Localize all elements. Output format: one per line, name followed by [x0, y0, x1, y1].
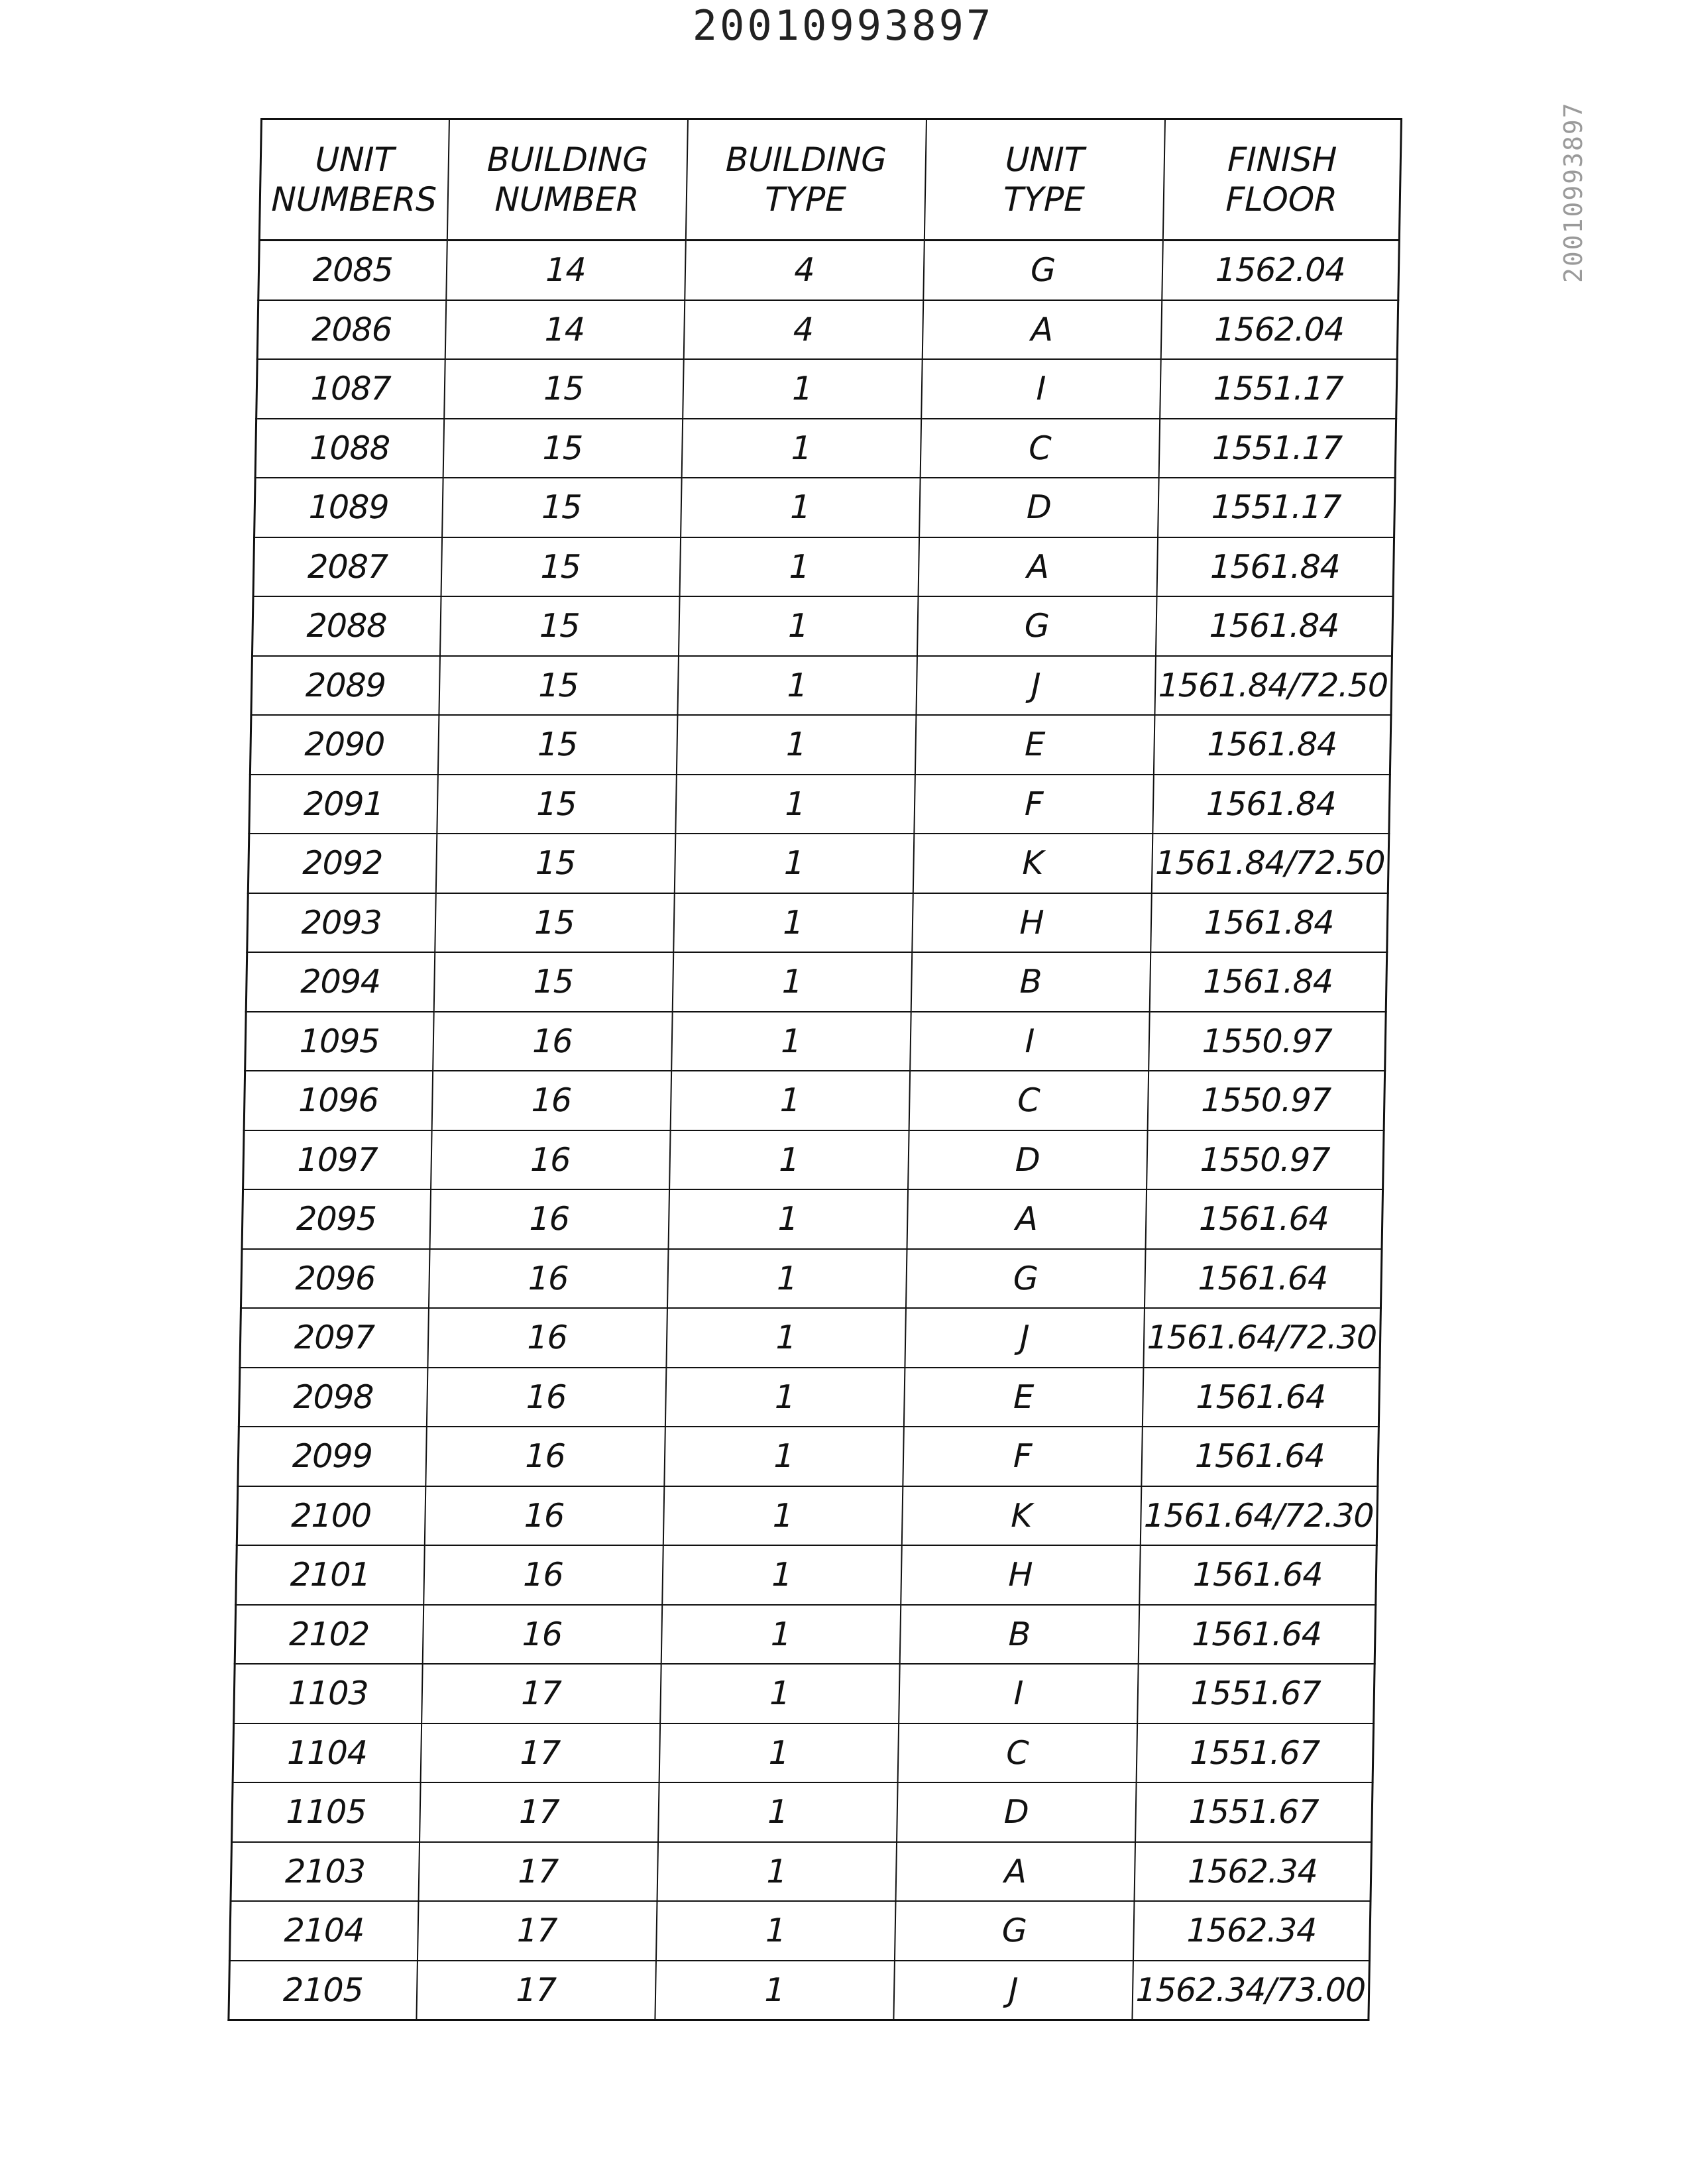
cell-building-number: 17 [416, 1961, 656, 2020]
cell-unit-type: D [908, 1130, 1148, 1190]
table-row [229, 1961, 1370, 2020]
table-row [231, 1842, 1372, 1902]
cell-building-type: 1 [683, 359, 923, 419]
table-row [248, 834, 1389, 893]
cell-unit-number: 1096 [244, 1071, 433, 1130]
header-line: FINISH [1227, 140, 1337, 179]
cell-building-type: 1 [664, 1427, 904, 1486]
cell-building-type: 1 [679, 537, 919, 597]
cell-finish-floor: 1561.64 [1144, 1249, 1382, 1309]
cell-building-type: 4 [685, 241, 925, 300]
cell-unit-type: C [920, 419, 1160, 478]
cell-unit-number: 2097 [240, 1308, 429, 1368]
table-row [253, 537, 1394, 597]
cell-building-type: 1 [667, 1249, 907, 1309]
cell-unit-type: J [916, 656, 1156, 716]
cell-finish-floor: 1561.84/72.50 [1151, 834, 1389, 893]
header-row [259, 119, 1401, 241]
cell-unit-type: C [909, 1071, 1149, 1130]
cell-building-number: 15 [444, 359, 684, 419]
table-row [238, 1427, 1379, 1486]
cell-unit-type: J [893, 1961, 1133, 2020]
cell-unit-type: G [923, 241, 1163, 300]
cell-finish-floor: 1561.64 [1145, 1189, 1383, 1249]
cell-finish-floor: 1561.64 [1141, 1427, 1379, 1486]
table-row [243, 1130, 1384, 1190]
cell-unit-number: 2089 [251, 656, 440, 716]
cell-building-number: 15 [433, 952, 673, 1012]
cell-building-number: 17 [422, 1664, 661, 1723]
cell-unit-number: 2102 [235, 1605, 423, 1665]
cell-building-type: 4 [683, 300, 923, 360]
cell-building-type: 1 [657, 1842, 897, 1902]
table-row [250, 715, 1391, 775]
cell-unit-number: 2095 [242, 1189, 431, 1249]
cell-unit-number: 2091 [249, 775, 438, 834]
table-header [259, 119, 1401, 241]
header-line: UNIT [315, 140, 395, 179]
cell-building-number: 15 [441, 537, 681, 597]
table-row [252, 596, 1393, 656]
header-unit-type [924, 119, 1164, 241]
header-line: NUMBERS [270, 180, 437, 219]
cell-unit-number: 2086 [257, 300, 446, 360]
cell-building-number: 14 [445, 300, 685, 360]
table-row [234, 1664, 1375, 1723]
cell-building-type: 1 [666, 1308, 906, 1368]
table-row [233, 1723, 1374, 1783]
cell-building-type: 1 [677, 656, 917, 716]
cell-building-number: 17 [418, 1842, 658, 1902]
cell-unit-type: I [921, 359, 1161, 419]
cell-building-number: 16 [424, 1486, 664, 1546]
cell-finish-floor: 1561.64 [1138, 1605, 1376, 1665]
cell-building-number: 16 [423, 1545, 663, 1605]
cell-finish-floor: 1551.67 [1136, 1723, 1374, 1783]
cell-unit-type: A [918, 537, 1158, 597]
table-row [244, 1071, 1385, 1130]
cell-unit-number: 2104 [229, 1901, 418, 1961]
cell-finish-floor: 1551.67 [1137, 1664, 1375, 1723]
header-line: FLOOR [1225, 180, 1338, 219]
cell-building-number: 15 [439, 656, 679, 716]
cell-building-type: 1 [676, 715, 916, 775]
cell-building-type: 1 [658, 1782, 898, 1842]
cell-unit-type: C [897, 1723, 1137, 1783]
cell-finish-floor: 1561.84 [1156, 537, 1394, 597]
cell-unit-number: 1105 [232, 1782, 421, 1842]
table-row [257, 300, 1398, 360]
table-row [246, 952, 1387, 1012]
cell-finish-floor: 1551.17 [1158, 419, 1396, 478]
cell-building-number: 17 [420, 1723, 660, 1783]
cell-finish-floor: 1551.17 [1160, 359, 1398, 419]
cell-unit-number: 1103 [234, 1664, 423, 1723]
cell-unit-number: 2099 [238, 1427, 427, 1486]
cell-unit-number: 2098 [239, 1368, 427, 1427]
cell-unit-type: K [913, 834, 1152, 893]
cell-building-number: 14 [446, 241, 686, 300]
cell-building-number: 17 [420, 1782, 659, 1842]
cell-unit-type: K [901, 1486, 1141, 1546]
cell-building-type: 1 [678, 596, 918, 656]
cell-unit-type: F [914, 775, 1154, 834]
cell-finish-floor: 1561.84 [1151, 893, 1388, 953]
cell-unit-type: G [894, 1901, 1134, 1961]
table-row [245, 1012, 1386, 1071]
header-building-number [447, 119, 687, 241]
cell-building-number: 16 [427, 1308, 667, 1368]
header-unit-numbers [259, 119, 449, 241]
table-row [232, 1782, 1373, 1842]
cell-unit-number: 1089 [254, 478, 443, 537]
table-row [242, 1189, 1383, 1249]
cell-building-number: 16 [429, 1189, 669, 1249]
cell-building-number: 15 [442, 478, 682, 537]
table-row [237, 1486, 1378, 1546]
unit-schedule-table [227, 118, 1402, 2021]
cell-building-type: 1 [681, 478, 921, 537]
table-row [256, 359, 1398, 419]
cell-finish-floor: 1561.64/72.30 [1140, 1486, 1378, 1546]
header-line: BUILDING [486, 140, 649, 179]
cell-unit-type: A [895, 1842, 1135, 1902]
cell-building-number: 16 [422, 1605, 662, 1665]
cell-finish-floor: 1561.64 [1142, 1368, 1380, 1427]
table-row [239, 1368, 1380, 1427]
table-row [258, 241, 1400, 300]
cell-unit-number: 2088 [252, 596, 441, 656]
cell-building-type: 1 [675, 775, 915, 834]
header-line: BUILDING [725, 140, 887, 179]
cell-unit-number: 2085 [258, 241, 447, 300]
table-body [229, 241, 1399, 2020]
cell-unit-type: I [910, 1012, 1150, 1071]
cell-building-number: 15 [437, 715, 677, 775]
cell-finish-floor: 1551.17 [1158, 478, 1396, 537]
document-number: 20010993897 [692, 1, 994, 50]
cell-finish-floor: 1562.34 [1133, 1901, 1371, 1961]
cell-unit-type: E [903, 1368, 1143, 1427]
table-row [229, 1901, 1371, 1961]
cell-finish-floor: 1561.64 [1139, 1545, 1377, 1605]
cell-building-type: 1 [655, 1901, 895, 1961]
cell-building-type: 1 [663, 1486, 903, 1546]
cell-finish-floor: 1551.67 [1135, 1782, 1373, 1842]
cell-finish-floor: 1561.84/72.50 [1154, 656, 1392, 716]
table-row [247, 893, 1388, 953]
unit-schedule-sheet [227, 118, 1400, 2021]
table-row [255, 419, 1396, 478]
table-row [235, 1605, 1376, 1665]
cell-unit-type: I [899, 1664, 1139, 1723]
cell-building-number: 16 [426, 1368, 666, 1427]
cell-finish-floor: 1562.04 [1160, 300, 1398, 360]
cell-unit-number: 2100 [237, 1486, 425, 1546]
cell-building-type: 1 [681, 419, 921, 478]
cell-finish-floor: 1561.84 [1153, 715, 1391, 775]
cell-unit-number: 2101 [236, 1545, 425, 1605]
cell-building-type: 1 [662, 1545, 902, 1605]
cell-unit-number: 1097 [243, 1130, 432, 1190]
cell-finish-floor: 1550.97 [1149, 1012, 1386, 1071]
cell-unit-number: 2092 [248, 834, 437, 893]
cell-building-type: 1 [672, 952, 912, 1012]
header-finish-floor [1162, 119, 1401, 241]
cell-building-type: 1 [669, 1130, 909, 1190]
cell-building-number: 16 [431, 1130, 671, 1190]
cell-building-type: 1 [661, 1605, 901, 1665]
cell-building-type: 1 [668, 1189, 908, 1249]
cell-finish-floor: 1561.84 [1152, 775, 1390, 834]
cell-unit-number: 1095 [245, 1012, 434, 1071]
cell-building-number: 15 [439, 596, 679, 656]
cell-unit-number: 2096 [241, 1249, 429, 1309]
table-row [251, 656, 1392, 716]
cell-finish-floor: 1562.34/73.00 [1132, 1961, 1370, 2020]
cell-finish-floor: 1550.97 [1147, 1071, 1385, 1130]
cell-building-number: 15 [435, 834, 675, 893]
header-line: UNIT [1005, 140, 1085, 179]
cell-finish-floor: 1561.84 [1149, 952, 1387, 1012]
cell-unit-type: J [905, 1308, 1145, 1368]
header-building-type [685, 119, 926, 241]
cell-building-type: 1 [674, 834, 914, 893]
cell-building-number: 16 [433, 1012, 673, 1071]
cell-unit-type: E [915, 715, 1154, 775]
cell-building-number: 16 [428, 1249, 668, 1309]
cell-unit-type: B [899, 1605, 1139, 1665]
table-row [240, 1308, 1381, 1368]
cell-building-number: 16 [425, 1427, 665, 1486]
cell-building-type: 1 [655, 1961, 895, 2020]
cell-unit-type: G [905, 1249, 1145, 1309]
cell-building-type: 1 [670, 1071, 910, 1130]
header-line: TYPE [764, 180, 847, 219]
cell-unit-number: 1088 [255, 419, 444, 478]
cell-building-number: 15 [437, 775, 677, 834]
cell-unit-type: H [901, 1545, 1141, 1605]
cell-finish-floor: 1562.04 [1162, 241, 1400, 300]
cell-building-number: 17 [417, 1901, 657, 1961]
cell-unit-number: 2090 [250, 715, 439, 775]
cell-unit-number: 2105 [229, 1961, 418, 2020]
cell-building-type: 1 [659, 1723, 899, 1783]
cell-unit-type: A [907, 1189, 1147, 1249]
cell-building-number: 16 [431, 1071, 671, 1130]
header-line: NUMBER [494, 180, 640, 219]
cell-unit-type: D [919, 478, 1159, 537]
cell-building-number: 15 [443, 419, 683, 478]
cell-building-type: 1 [671, 1012, 911, 1071]
cell-building-type: 1 [673, 893, 913, 953]
table-row [241, 1249, 1382, 1309]
header-line: TYPE [1003, 180, 1086, 219]
cell-unit-number: 1104 [233, 1723, 422, 1783]
side-stamp: 20010993897 [1559, 101, 1588, 283]
table-row [236, 1545, 1377, 1605]
cell-finish-floor: 1562.34 [1134, 1842, 1372, 1902]
cell-building-type: 1 [665, 1368, 905, 1427]
table-row [254, 478, 1396, 537]
cell-building-number: 15 [435, 893, 675, 953]
cell-unit-type: F [903, 1427, 1143, 1486]
cell-unit-type: A [922, 300, 1162, 360]
table-row [249, 775, 1390, 834]
cell-finish-floor: 1561.84 [1155, 596, 1393, 656]
cell-finish-floor: 1550.97 [1147, 1130, 1384, 1190]
cell-unit-type: G [917, 596, 1156, 656]
cell-building-type: 1 [660, 1664, 900, 1723]
cell-unit-number: 1087 [256, 359, 445, 419]
cell-unit-number: 2093 [247, 893, 436, 953]
cell-finish-floor: 1561.64/72.30 [1143, 1308, 1381, 1368]
cell-unit-type: H [912, 893, 1152, 953]
cell-unit-type: B [911, 952, 1151, 1012]
cell-unit-number: 2087 [253, 537, 442, 597]
cell-unit-number: 2103 [231, 1842, 420, 1902]
cell-unit-number: 2094 [246, 952, 435, 1012]
cell-unit-type: D [897, 1782, 1137, 1842]
